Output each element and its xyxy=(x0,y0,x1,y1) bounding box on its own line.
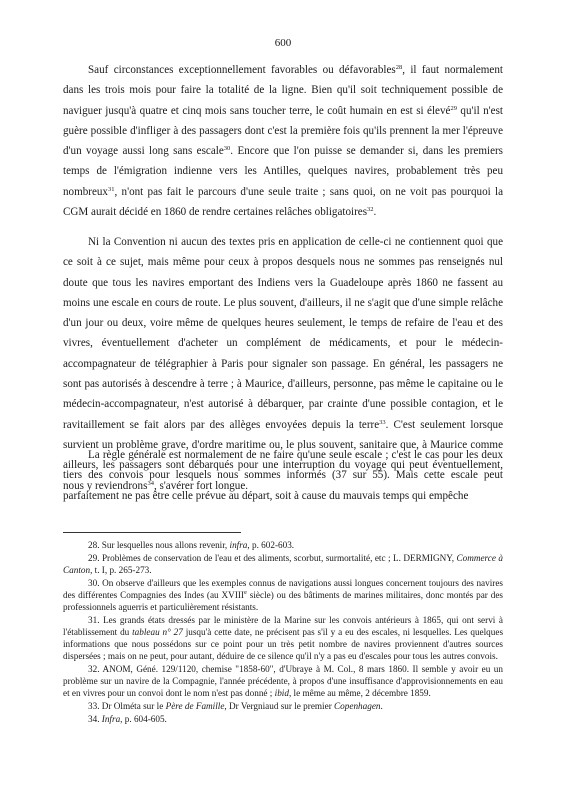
text-run: qu'il n'est guère possible d'infliger à des passagers dont c'est la première fois qu'ils prennent la mer l'épreuve d'un voyage aussi long sans escale xyxy=(63,104,503,158)
text-run: . Encore que l'on puisse se demander si, dans les premiers temps de l'émigration indienne vers les Antilles, quelques navires, probablement très peu nombreux xyxy=(63,145,503,198)
italic-text: Commerce à Canton xyxy=(63,553,503,575)
text-run: 29. Problèmes de conservation de l'eau et des aliments, scorbut, surmortalité, etc ; L. DERMIGNY, xyxy=(88,553,457,563)
note-reference: 31 xyxy=(107,185,115,193)
footnote xyxy=(63,552,503,576)
page-number: 600 xyxy=(274,37,292,49)
footnote xyxy=(63,539,503,551)
italic-text: Père de Famille xyxy=(165,701,225,711)
body-paragraph-1 xyxy=(63,60,503,222)
text-run: , Dr Vergniaud sur le premier xyxy=(224,701,335,711)
note-reference: 30 xyxy=(223,145,231,153)
text-run: jusqu'à cette date, ne précisent pas s'il y a eu des escales, ni lesquelles. Les quelques informations que nous possédons sur ce point pour un très petit nombre de navires proviennent d'autres sources dispersées ; mais on ne peut, pour autant, déduire de ce silence qu'il n'y a pas eu d'escales pour tous les autres convois. xyxy=(63,627,504,661)
text-run: siècle) ou des bâtiments de marines militaires, donc montés par des professionnels aguerris et particulièrement résistants. xyxy=(63,590,503,612)
text-run: , p. 602-603. xyxy=(247,540,295,550)
footnote-separator xyxy=(63,532,241,533)
text-run: 32. ANOM, Géné. 129/1120, chemise "1858-60", d'Ubraye à M. Col., 8 mars 1860. Il semble y avoir eu un problème sur un navire de la Compagnie, l'année précédente, à propos d'une insuffisance d'approvisionnements en eau et en vivres pour un convoi dont le nom n'est pas donné ; xyxy=(63,664,503,698)
text-run: , le même au même, 2 décembre 1859. xyxy=(288,688,431,698)
italic-text: Infra xyxy=(101,714,121,724)
italic-text: infra xyxy=(229,540,248,550)
text-run: , il faut normalement dans les trois mois pour faire la totalité de la ligne. Bien qu'il soit techniquement possible de naviguer jusqu'à quatre et cinq mois sans toucher terre, le coût humain en est si élevé xyxy=(63,64,503,117)
text-run: 33. Dr Olméta sur le xyxy=(88,701,166,711)
note-reference: e xyxy=(244,589,247,596)
text-run: . C'est seulement lorsque survient un problème grave, d'ordre maritime ou, le plus souvent, sanitaire que, à Maurice comme ailleurs, les passagers sont débarqués pour une interruption du voyage qui peut éventuellement, nous y reviendrons xyxy=(63,418,503,492)
text-run: , t. I, p. 265-273. xyxy=(90,565,152,575)
text-run: , p. 604-605. xyxy=(120,714,167,724)
italic-text: Copenhagen xyxy=(334,701,381,711)
note-reference: 34 xyxy=(147,479,154,487)
paragraph-text xyxy=(63,445,503,506)
note-reference: 33 xyxy=(379,418,386,426)
footnote xyxy=(63,663,503,699)
body-paragraph-3 xyxy=(63,445,503,506)
text-run: 28. Sur lesquelles nous allons revenir, xyxy=(88,540,230,550)
text-run: La règle générale est normalement de ne faire qu'une seule escale ; c'est le cas pour les deux tiers des convois pour lesquels nous sommes informés (37 sur 55). Mais cette escale peut parfaitement ne pas être celle prévue au départ, soit à cause du mauvais temps qui empêche xyxy=(63,449,503,502)
footnote xyxy=(63,700,503,712)
footnote xyxy=(63,577,503,613)
text-run: . xyxy=(380,701,383,711)
text-run: 34. xyxy=(88,714,102,724)
text-run: 31. Les grands états dressés par le ministère de la Marine sur les convois antérieurs à 1865, qui ont servi à l'établissement du xyxy=(63,615,503,637)
italic-text: ibid xyxy=(274,688,289,698)
footnote xyxy=(63,614,503,662)
text-run: , n'ont pas fait le parcours d'une seule traite ; sans quoi, on ne voit pas pourquoi la CGM aurait décidé en 1860 de rendre certaines relâches obligatoires xyxy=(63,185,503,219)
note-reference: 32 xyxy=(367,206,374,214)
text-run: 30. On observe d'ailleurs que les exemples connus de navigations aussi longues concernent toujours des navires des différentes Compagnies des Indes (au XVIII xyxy=(63,578,503,600)
note-reference: 28 xyxy=(395,64,403,71)
footnotes xyxy=(63,539,503,726)
paragraph-text xyxy=(63,60,503,222)
text-run: Ni la Convention ni aucun des textes pris en application de celle-ci ne contiennent quoi que ce soit à ce sujet, mais même pour ceux à propos desquels nous ne sommes pas renseignés nul doute que tous les navires emportant des Indiens vers la Guadeloupe après 1860 ne fassent au moins une escale en cours de route. Le plus souvent, d'ailleurs, il ne s'agit que d'une simple relâche d'un jour ou deux, voire même de quelques heures seulement, le temps de refaire de l'eau et des vivres, éventuellement d'acheter un complément de médicaments, et pour le médecin-accompagnateur de télégraphier à Paris pour signaler son passage. En général, les passagers ne sont pas autorisés à descendre à terre ; à Maurice, d'ailleurs, personne, pas même le capitaine ou le médecin-accompagnateur, n'est autorisé à débarquer, par crainte d'une possible contagion, et le ravitaillement se fait alors par des allèges envoyées depuis la terre xyxy=(63,236,503,431)
text-run: . xyxy=(373,206,377,219)
note-reference: 29 xyxy=(450,104,457,112)
footnote xyxy=(63,713,503,725)
text-run: Sauf circonstances exceptionnellement favorables ou défavorables xyxy=(88,64,396,76)
text-run: , s'avérer fort longue. xyxy=(153,479,249,492)
italic-text: tableau n° 27 xyxy=(132,627,183,637)
